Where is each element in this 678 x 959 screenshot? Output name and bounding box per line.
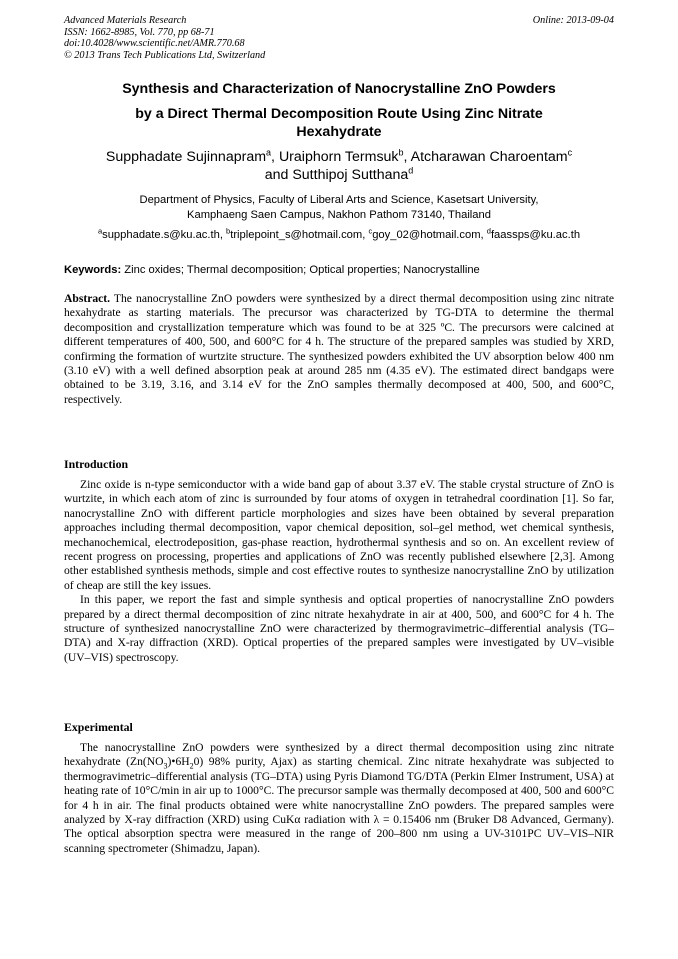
subscript: 3 — [163, 761, 168, 771]
author-affil-mark: b — [398, 147, 404, 158]
author-separator: , — [403, 149, 411, 165]
title-line-3: Hexahydrate — [296, 124, 382, 140]
author-name: Supphadate Sujinnapram — [105, 149, 267, 165]
keywords — [64, 263, 614, 277]
email-mark: d — [486, 226, 491, 236]
subscript: 2 — [189, 761, 194, 771]
affiliation-line-2: Kamphaeng Saen Campus, Nakhon Pathom 73140, Thailand — [187, 208, 491, 221]
email-mark: c — [368, 226, 373, 236]
journal-doi: doi:10.4028/www.scientific.net/AMR.770.68 — [64, 38, 245, 49]
experimental-text: )•6H — [167, 755, 190, 769]
author-affil-mark: a — [266, 147, 272, 158]
affiliation-line-1: Department of Physics, Faculty of Liberal Arts and Science, Kasetsart University, — [139, 194, 539, 206]
abstract — [64, 292, 614, 407]
abstract-label: Abstract. — [64, 292, 111, 305]
author-name: Sutthipoj Sutthana — [292, 167, 409, 183]
email-address: triplepoint_s@hotmail.com, — [230, 229, 369, 241]
experimental-body — [64, 741, 614, 856]
email-address: goy_02@hotmail.com, — [372, 229, 487, 241]
journal-copyright: © 2013 Trans Tech Publications Ltd, Switzerland — [64, 49, 266, 61]
keywords-text: Zinc oxides; Thermal decomposition; Optical properties; Nanocrystalline — [121, 264, 480, 276]
author-conjunction: and — [264, 167, 293, 183]
author-name: Uraiphorn Termsuk — [278, 149, 399, 165]
journal-issn: ISSN: 1662-8985, Vol. 770, pp 68-71 — [64, 26, 215, 38]
introduction-paragraph-1: Zinc oxide is n-type semiconductor with a wide band gap of about 3.37 eV. The stable crystal structure of ZnO is wurtzite, in which each atom of zinc is surrounded by four atoms of oxygen in tetrahedral coordination [1]. So far, nanocrystalline ZnO with different particle morphologies and sizes have been obtained by several preparation approaches including thermal decomposition, vapor chemical deposition, sol–gel method, wet chemical synthesis, mechanochemical, electrodeposition, gas-phase reaction, hydrothermal synthesis and so on. An excellent review of recent progress on processing, properties and applications of ZnO was recently published elsewhere [2,3]. Among other established synthesis methods, simple and cost effective routes to synthesize nanocrystalline ZnO by utilization of cheap are still the key issues. — [64, 478, 614, 592]
journal-header — [64, 15, 265, 61]
experimental-heading: Experimental — [64, 720, 133, 734]
author-line-1 — [64, 148, 614, 166]
abstract-paragraph — [64, 292, 614, 407]
affiliation — [64, 193, 614, 222]
keywords-label: Keywords: — [64, 264, 122, 276]
author-affil-mark: d — [408, 165, 414, 176]
online-date: Online: 2013-09-04 — [532, 15, 614, 26]
experimental-text: 0) 98% purity, Ajax) as starting chemical. Zinc nitrate hexahydrate was subjected to thermogravimetric–differential analysis (TG–DTA) using Pyris Diamond TG/DTA (Perkin Elmer Instrument, USA) at heating rate of 10°C/min in air up to 1000°C. The precursor sample was thermally decomposed at 400, 500 and 600°C for 4 h in air. The final products obtained were white nanocrystalline ZnO powders. The prepared samples were analyzed by X-ray diffraction (XRD) using CuKα radiation with λ = 0.15406 nm (Bruker D8 Advanced, Germany). The optical absorption spectra were measured in the range of 200–800 nm using a UV-3101PC UV–VIS–NIR scanning spectrometer (Shimadzu, Japan). — [64, 755, 614, 855]
author-separator: , — [271, 149, 279, 165]
author-name: Atcharawan Charoentam — [410, 149, 568, 165]
author-list — [64, 148, 614, 184]
email-address: faassps@ku.ac.th — [490, 229, 581, 241]
email-address: supphadate.s@ku.ac.th, — [102, 229, 227, 241]
author-affil-mark: c — [567, 147, 573, 158]
introduction-paragraph-2: In this paper, we report the fast and simple synthesis and optical properties of nanocrystalline ZnO powders prepared by a direct thermal decomposition of zinc nitrate hexahydrate in air at 400, 500, and 600°C for 4 h. The structure of synthesized nanocrystalline ZnO were characterized by thermogravimetric–differential analysis (TG–DTA) and X-ray diffraction (XRD). Optical properties of the prepared samples were investigated by UV–visible (UV–VIS) spectroscopy. — [64, 593, 614, 664]
introduction-body — [64, 478, 614, 665]
experimental-paragraph-1 — [64, 741, 614, 856]
experimental-text: The nanocrystalline ZnO powders were synthesized by a direct thermal decomposition using zinc nitrate hexahydrate (Zn(NO — [64, 741, 614, 769]
introduction-heading: Introduction — [64, 457, 129, 471]
author-emails — [64, 228, 614, 242]
abstract-text: The nanocrystalline ZnO powders were synthesized by a direct thermal decomposition using zinc nitrate hexahydrate as starting materials. The precursor was characterized by TG-DTA to determine the thermal decomposition and crystallization temperature which was found to be at 325 ºC. The precursors were calcined at different temperatures of 400, 500, and 600°C for 4 h. The structure of the prepared samples was studied by XRD, confirming the formation of wurtzite structure. The synthesized powders exhibited the UV absorption below 400 nm (3.10 eV) with a well defined absorption peak at around 285 nm (4.35 eV). The estimated direct bandgaps were obtained to be 3.19, 3.16, and 3.14 eV for the ZnO samples thermally decomposed at 400, 500, and 600°C, respectively. — [64, 292, 614, 406]
paper-title — [64, 80, 614, 148]
author-line-2 — [64, 166, 614, 184]
email-mark: b — [226, 226, 231, 236]
title-line-2: by a Direct Thermal Decomposition Route Using Zinc Nitrate — [135, 106, 543, 122]
title-line-1: Synthesis and Characterization of Nanocrystalline ZnO Powders — [122, 81, 556, 97]
journal-name: Advanced Materials Research — [64, 15, 187, 26]
email-mark: a — [97, 226, 103, 236]
